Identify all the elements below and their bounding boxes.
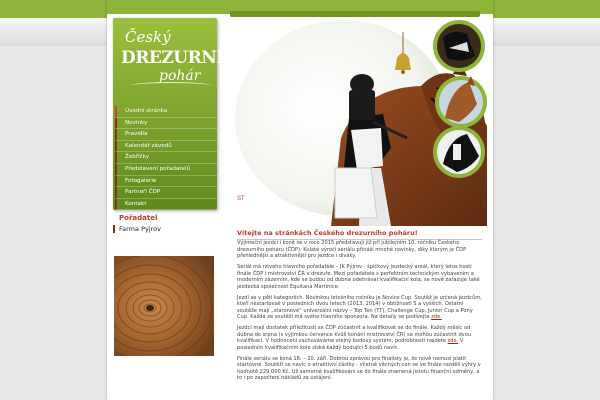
- paragraph-4-text: Jezdci mají dostatek příležitostí se ČDP zúčastnit a kvalifikovat se do finále. Každý měsíc od dubna do srpna (s výjimkou července kvůli konání mistrovství ČR) se mohou zúčastnit dvou kvalifikací. V hodnocení zachováváme stejný bodový systém, podrobnosti najdete: [237, 325, 472, 345]
- site-logo[interactable]: [121, 28, 224, 98]
- paragraph-3: [237, 295, 482, 321]
- organizer-item[interactable]: [113, 225, 161, 233]
- logo-line-3: pohár: [159, 68, 201, 84]
- menu-item-organizers[interactable]: Představení pořadatelů: [115, 164, 217, 176]
- paragraph-1: Výjimeční jezdci i koně se v roce 2015 představují již při jubilejním 10. ročníku Českého drezurního poháru (ČDP). Kulaté výročí seriálu přináší mnohé novinky, díky kterým je ČDP přehlednější a atraktivnější pro jezdce i diváky.: [237, 240, 467, 260]
- menu-item-rankings[interactable]: Žebříčky: [115, 152, 217, 164]
- paragraph-4-tail: V posledním kvalifikačním kole získá každý bodující 5 bodů navíc.: [237, 338, 464, 351]
- paragraph-2: Seriál má nového hlavního pořadatele – JK Pýjrov - špičkový jezdecký areál, který letos hostí finále ČDP i mistrovství ČR v drezuře. Mezi pořadatele s perfektním technickým vybavením a moderním zázemím, kde se budou od dubna odehrávat kvalifikační kola, se nově zařazuje také jezdecká společnost Equitana Martinice.: [237, 263, 480, 290]
- top-bar-accent: [230, 11, 480, 17]
- svg-text:ST: ST: [237, 196, 245, 202]
- logo-line-2: DREZURNÍ: [121, 48, 224, 68]
- paragraph-4: [237, 325, 482, 351]
- menu-item-partners[interactable]: Partneři ČDP: [115, 187, 217, 199]
- details-link[interactable]: zde.: [431, 314, 442, 321]
- welcome-heading: Vítejte na stránkách Českého drezurního poháru!: [237, 229, 418, 237]
- logo-line-1: Český: [125, 28, 171, 46]
- main-menu: [113, 106, 217, 210]
- sidebar: [113, 18, 224, 210]
- bullet-icon: [113, 225, 115, 233]
- logo-swirl-icon: [131, 82, 211, 89]
- organizer-name[interactable]: Farma Pýjrov: [119, 225, 161, 233]
- organizer-title: Pořadatel: [119, 214, 158, 222]
- menu-item-gallery[interactable]: Fotogalerie: [115, 176, 217, 188]
- menu-item-rules[interactable]: Pravidla: [115, 129, 217, 141]
- menu-item-home[interactable]: Úvodní stránka: [115, 106, 217, 118]
- paragraph-3-text: Jezdí se v pěti kategoriích. Novinkou letošního ročníku je Novice Cup. Soutěž je určená jezdcům, kteří nestartovali v posledních dvou letech (2013, 2014) v obtížnosti S a vyšších. Ostatní soutěže mají „staronové“ univerzální názvy – Top Ten (TT), Challenge Cup, Junior Cup a Pony Cup. Každá ze soutěží má svého hlavního sponzora. Na detaily se podívejte: [237, 294, 482, 321]
- menu-item-news[interactable]: Novinky: [115, 118, 217, 130]
- page-container: [107, 0, 493, 400]
- paragraph-5: Finále seriálu se koná 18. – 20. září. Dobrou zprávou pro finalisty je, že nově nemusí platit startovné. Soutěží se navíc o atraktivní částky - včetně věcných cen se ve finále rozdělí výhry v hodnotě 229 000 Kč. Už samotné kvalifikování se do finále znamená jistotu finanční odměny, a to i po započtení nákladů za ustájení.: [237, 355, 481, 382]
- menu-item-contact[interactable]: Kontakt: [115, 199, 217, 211]
- wood-grain-image: [114, 256, 214, 356]
- points-link[interactable]: zde.: [447, 338, 459, 345]
- menu-item-calendar[interactable]: Kalendář závodů: [115, 141, 217, 153]
- main-text: [237, 240, 482, 386]
- hero-image: [231, 18, 487, 226]
